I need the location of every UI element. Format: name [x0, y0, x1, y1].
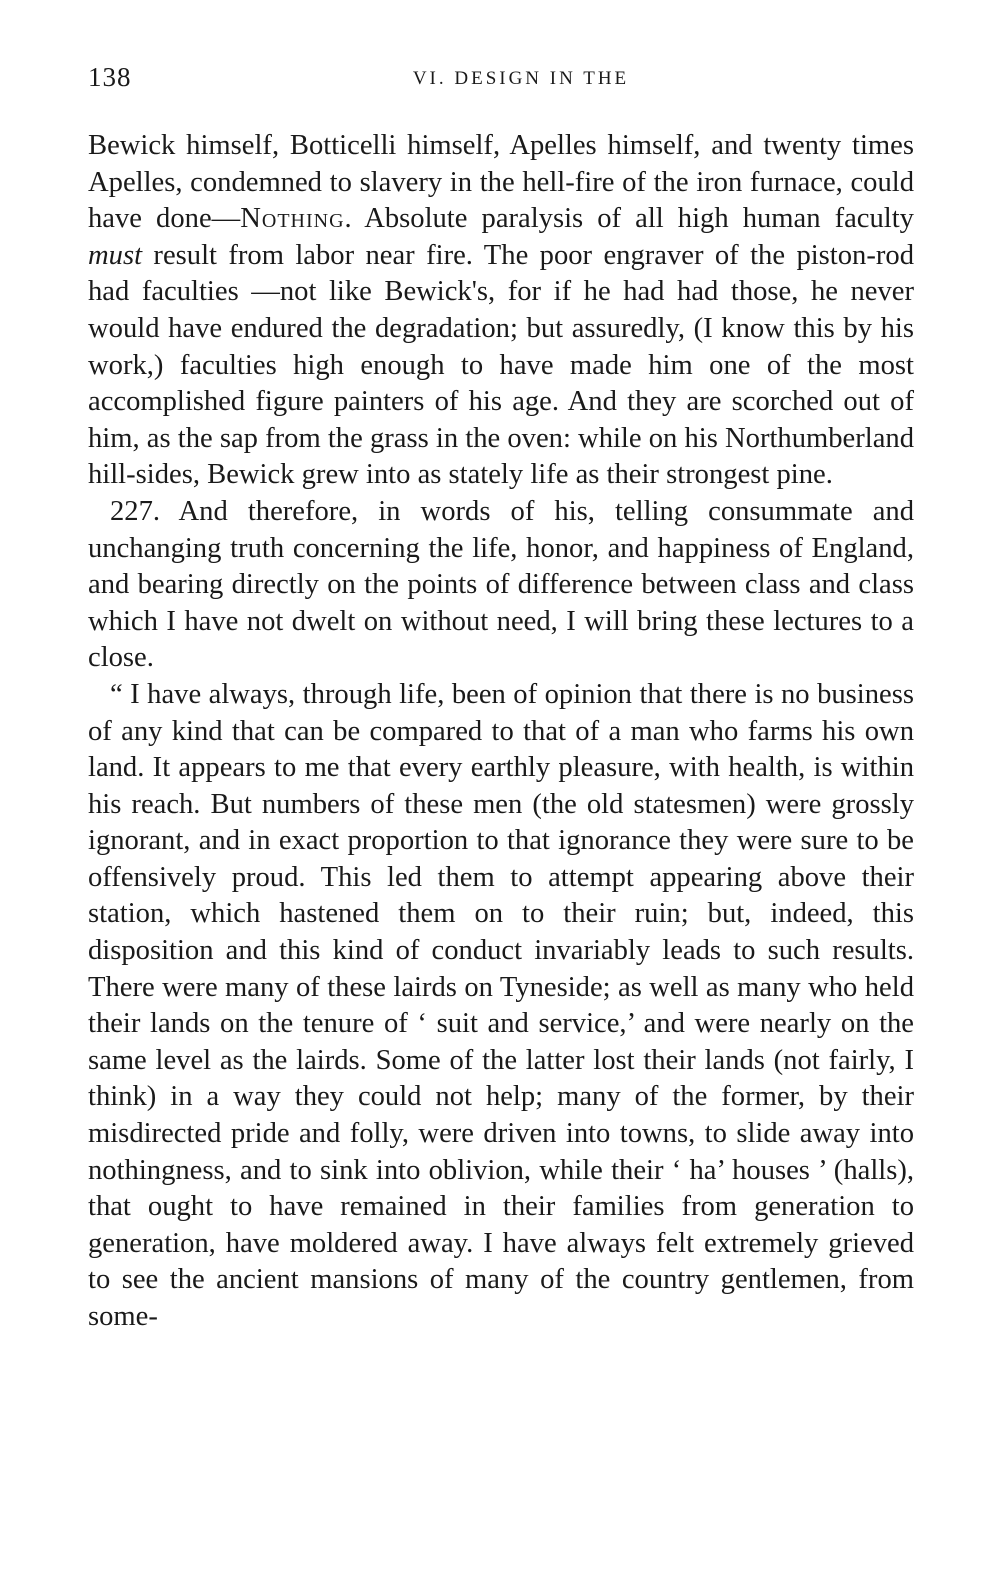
page-number: 138	[88, 62, 132, 92]
paragraph-text: Bewick himself, Botticelli himself, Apelles himself, and twenty times Apelles, condemned to slavery in the hell-fire of the iron furnace, could have done—	[88, 130, 914, 235]
book-page	[88, 62, 914, 1336]
paragraph-quotation: “ I have always, through life, been of opinion that there is no business of any kind that can be compared to that of a man who farms his own land. It appears to me that every earthly pleasure, with health, is within his reach. But numbers of these men (the old statesmen) were grossly ignorant, and in exact proportion to that ignorance they were sure to be offensively proud. This led them to attempt appearing above their station, which hastened them on to their ruin; but, indeed, this disposition and this kind of conduct invariably leads to such results. There were many of these lairds on Tyneside; as well as many who held their lands on the tenure of ‘ suit and service,’ and were nearly on the same level as the lairds. Some of the latter lost their lands (not fairly, I think) in a way they could not help; many of the former, by their misdirected pride and folly, were driven into towns, to slide away into nothingness, and to sink into oblivion, while their ‘ ha’ houses ’ (halls), that ought to have remained in their families from generation to generation, have moldered away. I have always felt extremely grieved to see the ancient mansions of many of the country gentlemen, from some-	[88, 678, 914, 1332]
small-caps-word: Nothing	[240, 203, 345, 235]
running-head: VI. DESIGN IN THE	[412, 68, 630, 89]
page-header	[88, 62, 914, 102]
paragraph-text: result from labor near fire. The poor engraver of the piston-rod had faculties —not like Bewick's, for if he had had those, he never would have endured the degradation; but assuredly, (I know this by his work,) faculties high enough to have made him one of the most accomplished figure painters of his age. And they are scorched out of him, as the sap from the grass in the oven: while on his Northumberland hill-sides, Bewick grew into as stately life as their strongest pine.	[88, 239, 914, 491]
paragraph-227: 227. And therefore, in words of his, telling consummate and unchanging truth concerning the life, honor, and happiness of England, and bearing directly on the points of difference between class and class which I have not dwelt on without need, I will bring these lectures to a close.	[88, 495, 914, 674]
paragraph-bewick-continuation	[88, 128, 914, 494]
paragraph-text: . Absolute paralysis of all high human faculty	[344, 203, 914, 235]
italic-word: must	[88, 239, 143, 271]
